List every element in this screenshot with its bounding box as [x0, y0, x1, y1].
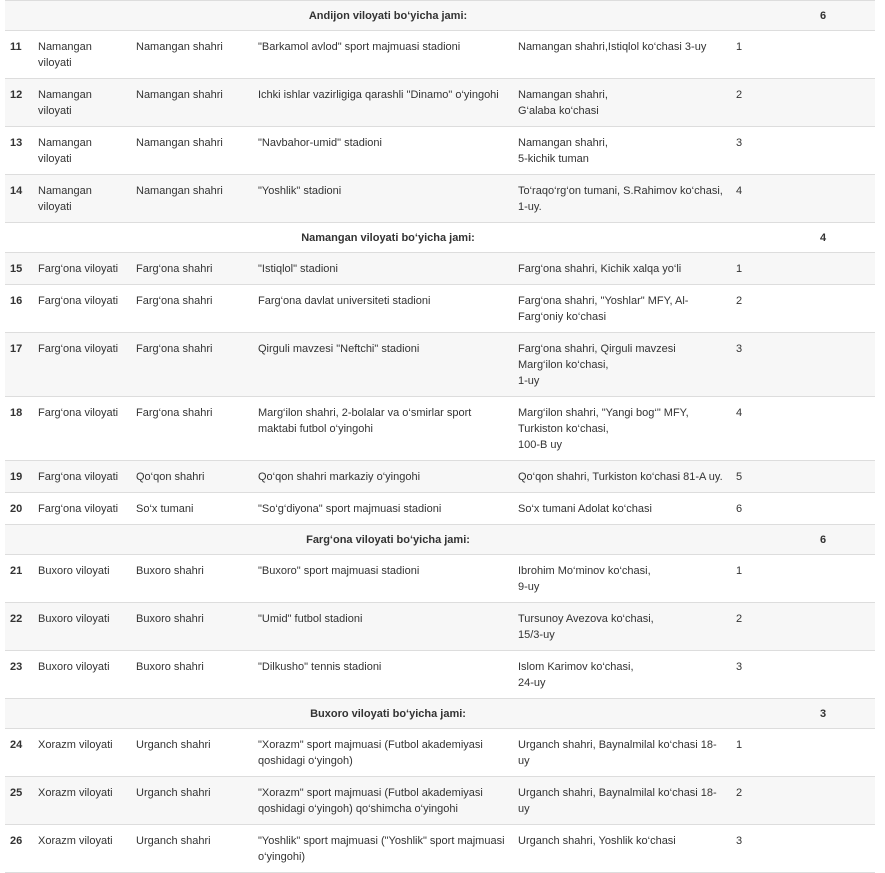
- table-row: [5, 175, 875, 223]
- address-cell: Marg‘ilon shahri, "Yangi bog‘" MFY, Turkiston ko‘chasi, 100-B uy: [513, 397, 731, 461]
- address-cell: Urganch shahri, Baynalmilal ko‘chasi 18-uy: [513, 729, 731, 777]
- address-cell: Qo‘qon shahri, Turkiston ko‘chasi 81-A uy.: [513, 461, 731, 493]
- total-column-cell: [771, 603, 875, 651]
- region-cell: Namangan viloyati: [33, 31, 131, 79]
- region-cell: Farg‘ona viloyati: [33, 493, 131, 525]
- local-index-cell: 1: [731, 253, 771, 285]
- object-name-cell: "Istiqlol" stadioni: [253, 253, 513, 285]
- city-cell: Namangan shahri: [131, 31, 253, 79]
- object-name-cell: "So‘g‘diyona" sport majmuasi stadioni: [253, 493, 513, 525]
- region-total-value: 6: [771, 525, 875, 555]
- local-index-cell: 2: [731, 603, 771, 651]
- city-cell: Urganch shahri: [131, 825, 253, 873]
- region-total-row: [5, 525, 875, 555]
- city-cell: Urganch shahri: [131, 777, 253, 825]
- address-cell: Farg‘ona shahri, Qirguli mavzesi Marg‘ilon ko‘chasi, 1-uy: [513, 333, 731, 397]
- city-cell: Farg‘ona shahri: [131, 253, 253, 285]
- table-row: [5, 79, 875, 127]
- city-cell: Namangan shahri: [131, 127, 253, 175]
- table-row: [5, 555, 875, 603]
- object-name-cell: Qirguli mavzesi "Neftchi" stadioni: [253, 333, 513, 397]
- address-cell: Urganch shahri, Baynalmilal ko‘chasi 18-uy: [513, 777, 731, 825]
- local-index-cell: 3: [731, 651, 771, 699]
- object-name-cell: "Yoshlik" stadioni: [253, 175, 513, 223]
- address-cell: So‘x tumani Adolat ko‘chasi: [513, 493, 731, 525]
- total-column-cell: [771, 31, 875, 79]
- table-row: [5, 825, 875, 873]
- region-cell: Namangan viloyati: [33, 175, 131, 223]
- table-row: [5, 127, 875, 175]
- total-column-cell: [771, 825, 875, 873]
- table-row: [5, 729, 875, 777]
- local-index-cell: 4: [731, 397, 771, 461]
- table-row: [5, 461, 875, 493]
- object-name-cell: Marg‘ilon shahri, 2-bolalar va o‘smirlar sport maktabi futbol o‘yingohi: [253, 397, 513, 461]
- region-cell: Xorazm viloyati: [33, 729, 131, 777]
- object-name-cell: "Umid" futbol stadioni: [253, 603, 513, 651]
- address-cell: Farg‘ona shahri, Kichik xalqa yo‘li: [513, 253, 731, 285]
- region-cell: Farg‘ona viloyati: [33, 397, 131, 461]
- local-index-cell: 2: [731, 777, 771, 825]
- address-cell: Islom Karimov ko‘chasi, 24-uy: [513, 651, 731, 699]
- row-number: 18: [5, 397, 33, 461]
- region-cell: Buxoro viloyati: [33, 651, 131, 699]
- local-index-cell: 6: [731, 493, 771, 525]
- row-number: 11: [5, 31, 33, 79]
- row-number: 12: [5, 79, 33, 127]
- local-index-cell: 3: [731, 825, 771, 873]
- region-cell: Xorazm viloyati: [33, 777, 131, 825]
- city-cell: Urganch shahri: [131, 729, 253, 777]
- table-row: [5, 253, 875, 285]
- row-number: 23: [5, 651, 33, 699]
- region-cell: Farg‘ona viloyati: [33, 253, 131, 285]
- total-column-cell: [771, 127, 875, 175]
- city-cell: Farg‘ona shahri: [131, 285, 253, 333]
- row-number: 26: [5, 825, 33, 873]
- object-name-cell: "Xorazm" sport majmuasi (Futbol akademiyasi qoshidagi o‘yingoh) qo‘shimcha o‘yingohi: [253, 777, 513, 825]
- row-number: 14: [5, 175, 33, 223]
- total-column-cell: [771, 79, 875, 127]
- total-column-cell: [771, 777, 875, 825]
- address-cell: To‘raqo‘rg‘on tumani, S.Rahimov ko‘chasi, 1-uy.: [513, 175, 731, 223]
- region-total-label: Namangan viloyati bo‘yicha jami:: [5, 223, 771, 253]
- row-number: 21: [5, 555, 33, 603]
- table-row: [5, 651, 875, 699]
- total-column-cell: [771, 285, 875, 333]
- region-cell: Farg‘ona viloyati: [33, 285, 131, 333]
- object-name-cell: Ichki ishlar vazirligiga qarashli "Dinamo" o‘yingohi: [253, 79, 513, 127]
- stadium-table-body: [5, 1, 875, 873]
- address-cell: Namangan shahri,Istiqlol ko‘chasi 3-uy: [513, 31, 731, 79]
- local-index-cell: 3: [731, 127, 771, 175]
- region-total-label: Andijon viloyati bo‘yicha jami:: [5, 1, 771, 31]
- address-cell: Urganch shahri, Yoshlik ko‘chasi: [513, 825, 731, 873]
- total-column-cell: [771, 333, 875, 397]
- stadium-table-container: [5, 0, 875, 873]
- object-name-cell: "Yoshlik" sport majmuasi ("Yoshlik" sport majmuasi o‘yingohi): [253, 825, 513, 873]
- city-cell: Qo‘qon shahri: [131, 461, 253, 493]
- object-name-cell: Farg‘ona davlat universiteti stadioni: [253, 285, 513, 333]
- region-cell: Xorazm viloyati: [33, 825, 131, 873]
- object-name-cell: Qo‘qon shahri markaziy o‘yingohi: [253, 461, 513, 493]
- table-row: [5, 31, 875, 79]
- total-column-cell: [771, 651, 875, 699]
- total-column-cell: [771, 175, 875, 223]
- local-index-cell: 2: [731, 79, 771, 127]
- total-column-cell: [771, 253, 875, 285]
- region-cell: Farg‘ona viloyati: [33, 333, 131, 397]
- row-number: 15: [5, 253, 33, 285]
- region-total-label: Buxoro viloyati bo‘yicha jami:: [5, 699, 771, 729]
- region-cell: Buxoro viloyati: [33, 603, 131, 651]
- city-cell: Namangan shahri: [131, 175, 253, 223]
- local-index-cell: 3: [731, 333, 771, 397]
- table-row: [5, 603, 875, 651]
- region-total-value: 4: [771, 223, 875, 253]
- table-row: [5, 285, 875, 333]
- region-total-value: 3: [771, 699, 875, 729]
- region-total-row: [5, 1, 875, 31]
- region-total-label: Farg‘ona viloyati bo‘yicha jami:: [5, 525, 771, 555]
- table-row: [5, 493, 875, 525]
- address-cell: Ibrohim Mo‘minov ko‘chasi, 9-uy: [513, 555, 731, 603]
- city-cell: Farg‘ona shahri: [131, 397, 253, 461]
- address-cell: Namangan shahri, 5-kichik tuman: [513, 127, 731, 175]
- region-total-row: [5, 699, 875, 729]
- local-index-cell: 5: [731, 461, 771, 493]
- address-cell: Tursunoy Avezova ko‘chasi, 15/3-uy: [513, 603, 731, 651]
- address-cell: Farg‘ona shahri, "Yoshlar" MFY, Al-Farg‘oniy ko‘chasi: [513, 285, 731, 333]
- region-total-value: 6: [771, 1, 875, 31]
- object-name-cell: "Xorazm" sport majmuasi (Futbol akademiyasi qoshidagi o‘yingoh): [253, 729, 513, 777]
- row-number: 20: [5, 493, 33, 525]
- stadium-table: [5, 0, 875, 873]
- local-index-cell: 1: [731, 555, 771, 603]
- row-number: 17: [5, 333, 33, 397]
- row-number: 22: [5, 603, 33, 651]
- local-index-cell: 4: [731, 175, 771, 223]
- row-number: 25: [5, 777, 33, 825]
- object-name-cell: "Barkamol avlod" sport majmuasi stadioni: [253, 31, 513, 79]
- region-total-row: [5, 223, 875, 253]
- region-cell: Namangan viloyati: [33, 79, 131, 127]
- object-name-cell: "Navbahor-umid" stadioni: [253, 127, 513, 175]
- row-number: 13: [5, 127, 33, 175]
- row-number: 16: [5, 285, 33, 333]
- table-row: [5, 777, 875, 825]
- address-cell: Namangan shahri, G‘alaba ko‘chasi: [513, 79, 731, 127]
- row-number: 19: [5, 461, 33, 493]
- city-cell: Namangan shahri: [131, 79, 253, 127]
- table-row: [5, 397, 875, 461]
- total-column-cell: [771, 729, 875, 777]
- total-column-cell: [771, 493, 875, 525]
- local-index-cell: 1: [731, 729, 771, 777]
- local-index-cell: 2: [731, 285, 771, 333]
- city-cell: So‘x tumani: [131, 493, 253, 525]
- city-cell: Buxoro shahri: [131, 603, 253, 651]
- region-cell: Buxoro viloyati: [33, 555, 131, 603]
- object-name-cell: "Dilkusho" tennis stadioni: [253, 651, 513, 699]
- row-number: 24: [5, 729, 33, 777]
- city-cell: Buxoro shahri: [131, 555, 253, 603]
- region-cell: Namangan viloyati: [33, 127, 131, 175]
- object-name-cell: "Buxoro" sport majmuasi stadioni: [253, 555, 513, 603]
- city-cell: Buxoro shahri: [131, 651, 253, 699]
- region-cell: Farg‘ona viloyati: [33, 461, 131, 493]
- total-column-cell: [771, 397, 875, 461]
- table-row: [5, 333, 875, 397]
- total-column-cell: [771, 461, 875, 493]
- total-column-cell: [771, 555, 875, 603]
- city-cell: Farg‘ona shahri: [131, 333, 253, 397]
- local-index-cell: 1: [731, 31, 771, 79]
